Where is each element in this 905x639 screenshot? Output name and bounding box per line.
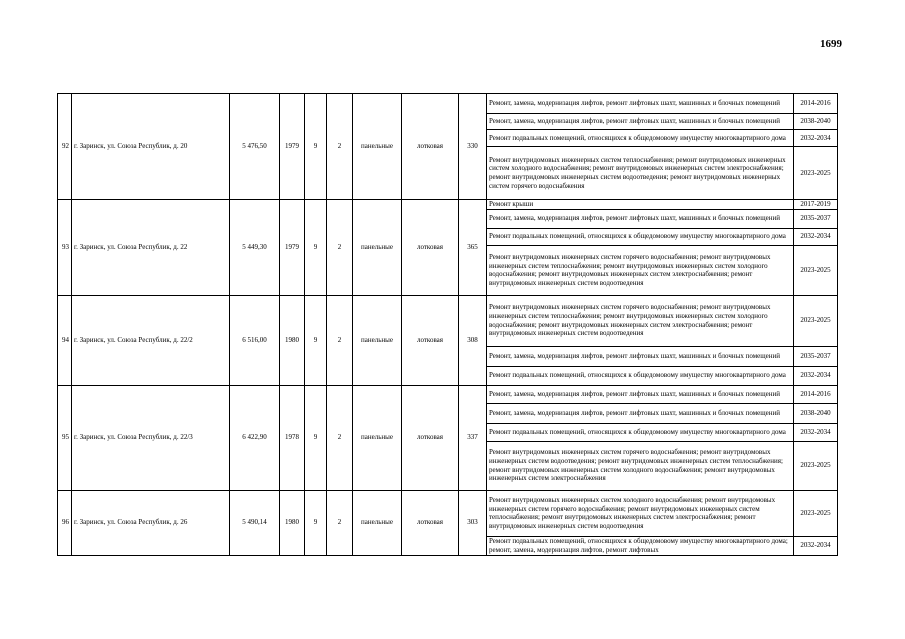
row-number: 96 [58,490,72,555]
apartment-count: 308 [459,295,487,385]
apartment-count: 330 [459,94,487,200]
repair-work-description: Ремонт, замена, модернизация лифтов, ремонт лифтовых шахт, машинных и блочных помещений [487,114,794,130]
building-floors: 9 [305,490,327,555]
building-address: г. Заринск, ул. Союза Республик, д. 22/2 [72,295,230,385]
row-number: 95 [58,385,72,490]
apartment-count: 337 [459,385,487,490]
table-row [58,490,838,536]
building-area: 5 490,14 [230,490,280,555]
repair-work-description: Ремонт подвальных помещений, относящихся к общедомовому имуществу многоквартирного дома [487,130,794,147]
row-number: 94 [58,295,72,385]
building-floors: 9 [305,94,327,200]
repair-period: 2035-2037 [794,209,838,228]
building-address: г. Заринск, ул. Союза Республик, д. 26 [72,490,230,555]
repair-work-description: Ремонт, замена, модернизация лифтов, ремонт лифтовых шахт, машинных и блочных помещений [487,346,794,366]
building-year: 1978 [280,385,305,490]
building-entrances: 2 [327,295,353,385]
repair-period: 2023-2025 [794,245,838,295]
page-number: 1699 [820,38,842,50]
repair-period: 2032-2034 [794,130,838,147]
repair-period: 2023-2025 [794,490,838,536]
repair-work-description: Ремонт внутридомовых инженерных систем горячего водоснабжения; ремонт внутридомовых инженерных систем теплоснабжения; ремонт внутридомовых инженерных систем холодного водоснабжения; ремонт внутридомовых инженерных систем электроснабжения; ремонт внутридомовых инженерных систем водоотведения [487,245,794,295]
repair-period: 2023-2025 [794,147,838,200]
repair-work-description: Ремонт, замена, модернизация лифтов, ремонт лифтовых шахт, машинных и блочных помещений [487,94,794,114]
building-repair-table [57,93,838,556]
repair-work-description: Ремонт внутридомовых инженерных систем теплоснабжения; ремонт внутридомовых инженерных систем холодного водоснабжения; ремонт внутридомовых инженерных систем электроснабжения; ремонт внутридомовых инженерных систем водоотведения; ремонт внутридомовых инженерных систем горячего водоснабжения [487,147,794,200]
repair-period: 2032-2034 [794,423,838,441]
building-address: г. Заринск, ул. Союза Республик, д. 22/3 [72,385,230,490]
roof-type: лотковая [402,295,459,385]
repair-period: 2017-2019 [794,200,838,210]
wall-material: панельные [353,200,402,296]
row-number: 93 [58,200,72,296]
repair-work-description: Ремонт, замена, модернизация лифтов, ремонт лифтовых шахт, машинных и блочных помещений [487,385,794,403]
table-row [58,385,838,403]
building-entrances: 2 [327,490,353,555]
row-number: 92 [58,94,72,200]
table-row [58,200,838,210]
building-address: г. Заринск, ул. Союза Республик, д. 20 [72,94,230,200]
repair-period: 2038-2040 [794,403,838,423]
roof-type: лотковая [402,200,459,296]
building-entrances: 2 [327,94,353,200]
apartment-count: 365 [459,200,487,296]
repair-period: 2032-2034 [794,366,838,385]
repair-work-description: Ремонт крыши [487,200,794,210]
building-year: 1980 [280,490,305,555]
repair-work-description: Ремонт, замена, модернизация лифтов, ремонт лифтовых шахт, машинных и блочных помещений [487,209,794,228]
repair-work-description: Ремонт подвальных помещений, относящихся к общедомовому имуществу многоквартирного дома; ремонт, замена, модернизация лифтов, ремонт лифтовых [487,536,794,555]
building-area: 6 422,90 [230,385,280,490]
building-year: 1979 [280,94,305,200]
building-floors: 9 [305,295,327,385]
wall-material: панельные [353,385,402,490]
table-row [58,94,838,114]
building-entrances: 2 [327,200,353,296]
building-floors: 9 [305,200,327,296]
repair-work-description: Ремонт подвальных помещений, относящихся к общедомовому имуществу многоквартирного дома [487,366,794,385]
repair-period: 2023-2025 [794,295,838,346]
building-floors: 9 [305,385,327,490]
repair-period: 2038-2040 [794,114,838,130]
building-year: 1980 [280,295,305,385]
building-entrances: 2 [327,385,353,490]
repair-period: 2023-2025 [794,441,838,490]
repair-work-description: Ремонт внутридомовых инженерных систем горячего водоснабжения; ремонт внутридомовых инженерных систем водоотведения; ремонт внутридомовых инженерных систем теплоснабжения; ремонт внутридомовых инженерных систем холодного водоснабжения; ремонт внутридомовых инженерных систем электроснабжения [487,441,794,490]
repair-work-description: Ремонт подвальных помещений, относящихся к общедомовому имуществу многоквартирного дома [487,423,794,441]
building-area: 5 476,50 [230,94,280,200]
repair-work-description: Ремонт внутридомовых инженерных систем холодного водоснабжения; ремонт внутридомовых инженерных систем горячего водоснабжения; ремонт внутридомовых инженерных систем теплоснабжения; ремонт внутридомовых инженерных систем электроснабжения; ремонт внутридомовых инженерных систем водоотведения [487,490,794,536]
apartment-count: 303 [459,490,487,555]
table-row [58,295,838,346]
repair-period: 2014-2016 [794,94,838,114]
repair-work-description: Ремонт внутридомовых инженерных систем горячего водоснабжения; ремонт внутридомовых инженерных систем теплоснабжения; ремонт внутридомовых инженерных систем холодного водоснабжения; ремонт внутридомовых инженерных систем электроснабжения; ремонт внутридомовых инженерных систем водоотведения [487,295,794,346]
roof-type: лотковая [402,385,459,490]
repair-period: 2035-2037 [794,346,838,366]
repair-period: 2014-2016 [794,385,838,403]
building-area: 6 516,00 [230,295,280,385]
repair-work-description: Ремонт, замена, модернизация лифтов, ремонт лифтовых шахт, машинных и блочных помещений [487,403,794,423]
building-address: г. Заринск, ул. Союза Республик, д. 22 [72,200,230,296]
wall-material: панельные [353,94,402,200]
repair-work-description: Ремонт подвальных помещений, относящихся к общедомовому имуществу многоквартирного дома [487,228,794,245]
roof-type: лотковая [402,490,459,555]
building-year: 1979 [280,200,305,296]
wall-material: панельные [353,490,402,555]
repair-period: 2032-2034 [794,536,838,555]
wall-material: панельные [353,295,402,385]
roof-type: лотковая [402,94,459,200]
building-area: 5 449,30 [230,200,280,296]
repair-period: 2032-2034 [794,228,838,245]
